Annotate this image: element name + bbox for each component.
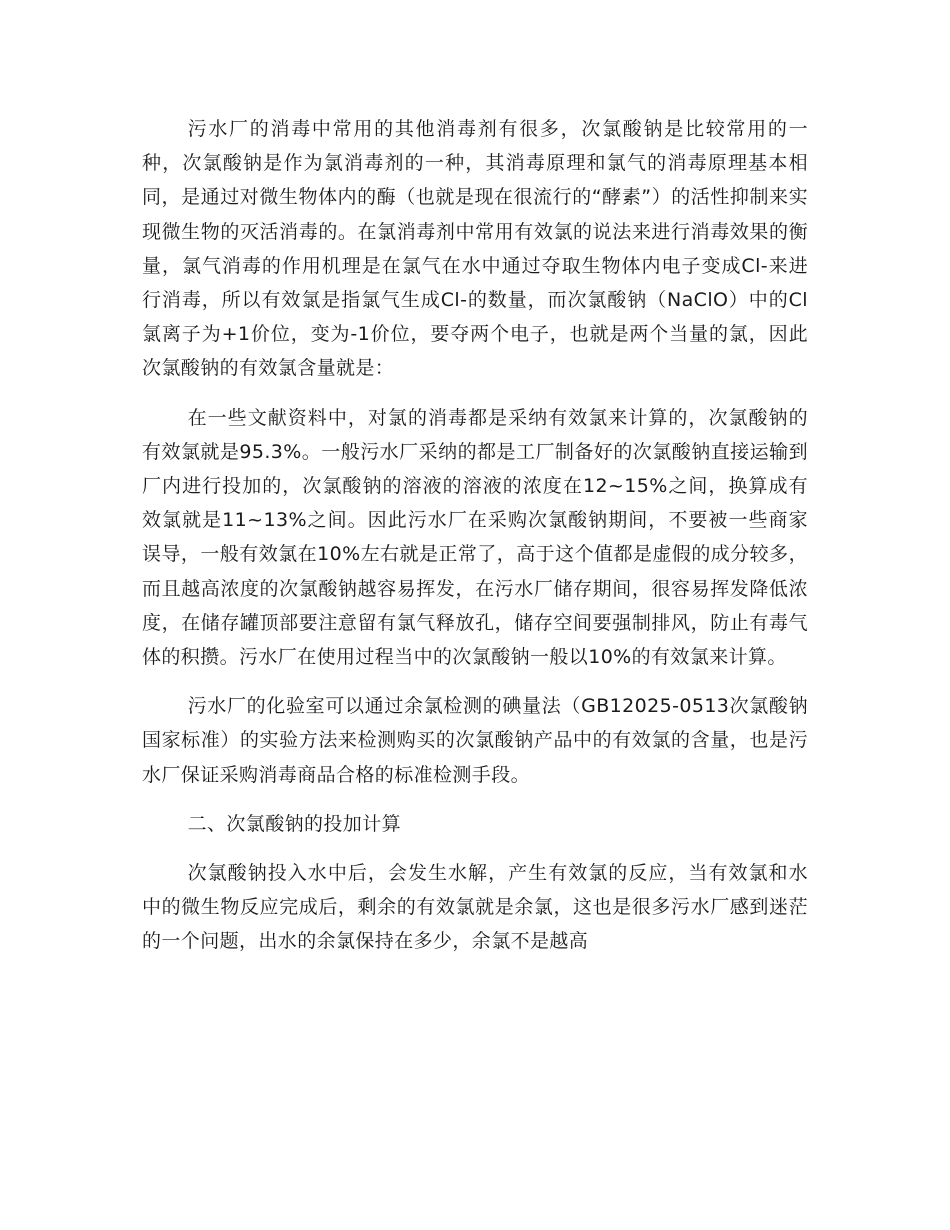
paragraph-disinfection-principle: 污水厂的消毒中常用的其他消毒剂有很多，次氯酸钠是比较常用的一种，次氯酸钠是作为氯消毒剂的一种，其消毒原理和氯气的消毒原理基本相同，是通过对微生物体内的酶（也就是现在很流行的“酵素”）的活性抑制来实现微生物的灭活消毒的。在氯消毒剂中常用有效氯的说法来进行消毒效果的衡量，氯气消毒的作用机理是在氯气在水中通过夺取生物体内电子变成Cl-来进行消毒，所以有效氯是指氯气生成Cl-的数量，而次氯酸钠（NaClO）中的Cl氯离子为+1价位，变为-1价位，要夺两个电子，也就是两个当量的氯，因此次氯酸钠的有效氯含量就是： — [142, 118, 808, 380]
section-heading-dosage-calculation: 二、次氯酸钠的投加计算 — [187, 812, 401, 835]
paragraph-effective-chlorine: 在一些文献资料中，对氯的消毒都是采纳有效氯来计算的，次氯酸钠的有效氯就是95.3%。一般污水厂采纳的都是工厂制备好的次氯酸钠直接运输到厂内进行投加的，次氯酸钠的溶液的溶液的浓度在12~15%之间，换算成有效氯就是11~13%之间。因此污水厂在采购次氯酸钠期间，不要被一些商家误导，一般有效氯在10%左右就是正常了，高于这个值都是虚假的成分较多，而且越高浓度的次氯酸钠越容易挥发，在污水厂储存期间，很容易挥发降低浓度，在储存罐顶部要注意留有氯气释放孔，储存空间要强制排风，防止有毒气体的积攒。污水厂在使用过程当中的次氯酸钠一般以10%的有效氯来计算。 — [142, 406, 808, 669]
paragraph-residual-chlorine: 次氯酸钠投入水中后，会发生水解，产生有效氯的反应，当有效氯和水中的微生物反应完成后，剩余的有效氯就是余氯，这也是很多污水厂感到迷茫的一个问题，出水的余氯保持在多少，余氯不是越高 — [142, 862, 808, 953]
document-body — [142, 112, 808, 959]
paragraph-lab-testing: 污水厂的化验室可以通过余氯检测的碘量法（GB12025-0513次氯酸钠国家标准）的实验方法来检测购买的次氯酸钠产品中的有效氯的含量，也是污水厂保证采购消毒商品合格的标准检测手段。 — [142, 695, 808, 786]
